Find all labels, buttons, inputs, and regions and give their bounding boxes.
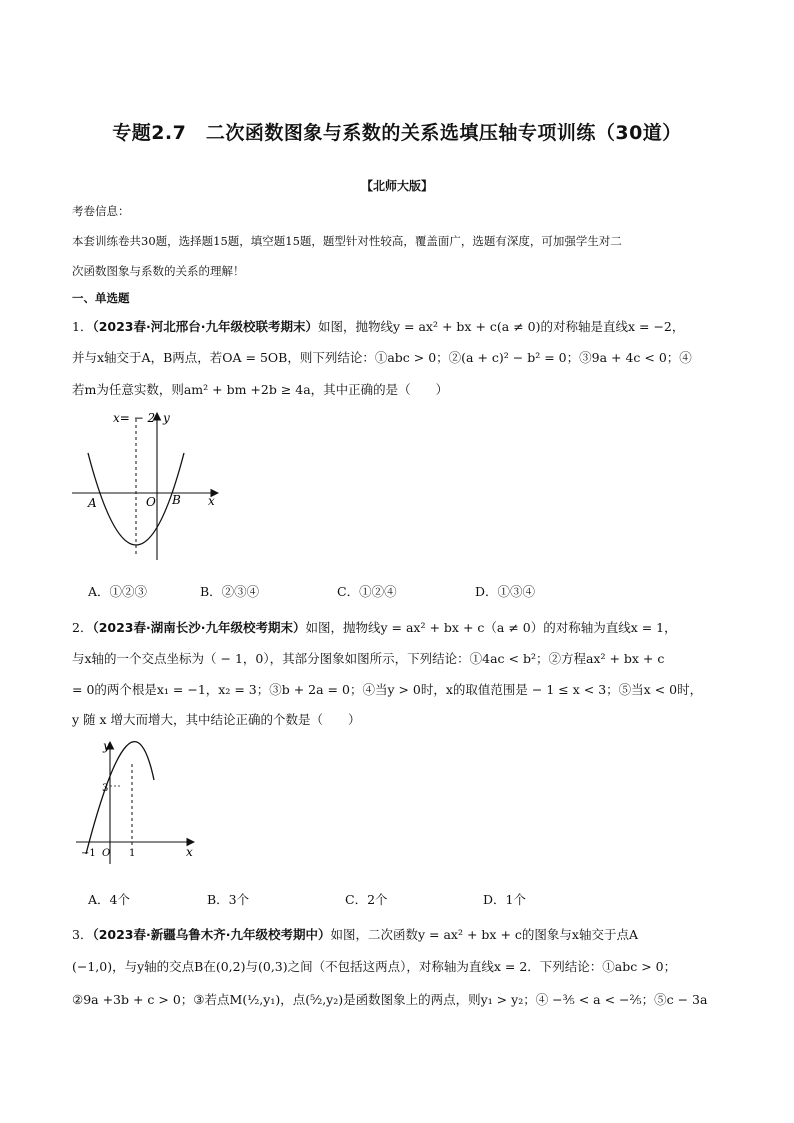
q2-tick-neg1-label: −1 — [81, 848, 96, 859]
q2-x-label: x — [186, 845, 193, 859]
q2-y-label: y — [103, 739, 110, 753]
q1-line1 — [72, 317, 684, 335]
q1-line2: 并与x轴交于A，B两点，若OA = 5OB，则下列结论：①abc > 0；②(a + c)² − b² = 0；③9a + 4c < 0；④ — [72, 350, 692, 365]
q1-source: （2023春·河北邢台·九年级校联考期末） — [92, 319, 318, 334]
q3-line1 — [72, 925, 638, 943]
q1-origin-label: O — [146, 495, 156, 509]
q3-source: （2023春·新疆乌鲁木齐·九年级校考期中） — [92, 927, 331, 942]
q1-text1: 如图，抛物线y = ax² + bx + c(a ≠ 0)的对称轴是直线x = −2， — [318, 319, 685, 334]
exam-info-line1: 本套训练卷共30题，选择题15题，填空题15题，题型针对性较高，覆盖面广，选题有深度，可加强学生对二 — [72, 234, 622, 248]
q2-option-d[interactable]: D．1个 — [483, 892, 526, 907]
q1-option-a[interactable]: A．①②③ — [88, 584, 148, 599]
q1-options — [88, 582, 535, 600]
page-title: 专题2.7 二次函数图象与系数的关系选填压轴专项训练（30道） — [112, 122, 682, 144]
edition-label: 【北师大版】 — [360, 179, 433, 193]
q2-source: （2023春·湖南长沙·九年级校考期末） — [92, 620, 306, 635]
q2-tick-3-label: 3 — [102, 783, 109, 794]
q1-point-b-label: B — [172, 493, 181, 507]
q2-option-b[interactable]: B．3个 — [207, 892, 250, 907]
exam-info-label: 考卷信息： — [72, 204, 130, 218]
q2-parabola-curve — [86, 742, 154, 854]
q2-option-c[interactable]: C．2个 — [345, 892, 388, 907]
q2-number: 2． — [72, 620, 93, 635]
q1-line3: 若m为任意实数，则am² + bm +2b ≥ 4a，其中正确的是（ ） — [72, 382, 449, 397]
q1-point-a-label: A — [88, 496, 97, 510]
q3-number: 3． — [72, 927, 93, 942]
q2-tick-1-label: 1 — [129, 848, 136, 859]
q1-parabola-graph — [66, 405, 236, 565]
exam-info-line2: 次函数图象与系数的关系的理解！ — [72, 264, 245, 278]
q2-parabola-graph — [76, 736, 206, 866]
q3-text1: 如图，二次函数y = ax² + bx + c的图象与x轴交于点A — [330, 927, 638, 942]
q2-options — [88, 890, 526, 908]
q3-line3: ②9a +3b + c > 0；③若点M(½,y₁)，点(⁵⁄₂,y₂)是函数图象上的两点，则y₁ > y₂；④ −³⁄₅ < a < −²⁄₅；⑤c − 3a — [72, 992, 708, 1007]
q2-option-a[interactable]: A．4个 — [88, 892, 130, 907]
q2-line4: y 随 x 增大而增大，其中结论正确的个数是（ ） — [72, 712, 361, 727]
section-heading-single-choice: 一、单选题 — [72, 291, 130, 305]
q2-origin-label: O — [102, 848, 111, 859]
q1-axis-label: x= − 2 — [113, 411, 156, 425]
q3-line2: (−1,0)，与y轴的交点B在(0,2)与(0,3)之间（不包括这两点），对称轴为直线x = 2．下列结论：①abc > 0； — [72, 959, 677, 974]
q1-y-label: y — [163, 411, 170, 425]
q1-option-b[interactable]: B．②③④ — [200, 584, 260, 599]
q1-number: 1． — [72, 319, 93, 334]
q2-text1: 如图，抛物线y = ax² + bx + c（a ≠ 0）的对称轴为直线x = 1， — [305, 620, 677, 635]
q1-option-c[interactable]: C．①②④ — [337, 584, 397, 599]
q2-line2: 与x轴的一个交点坐标为（ − 1，0），其部分图象如图所示，下列结论：①4ac < b²；②方程ax² + bx + c — [72, 651, 665, 666]
q1-x-label: x — [208, 494, 215, 508]
q2-line3: = 0的两个根是x₁ = −1，x₂ = 3；③b + 2a = 0；④当y > 0时，x的取值范围是 − 1 ≤ x < 3；⑤当x < 0时， — [72, 682, 703, 697]
q1-option-d[interactable]: D．①③④ — [475, 584, 536, 599]
q2-line1 — [72, 618, 677, 636]
